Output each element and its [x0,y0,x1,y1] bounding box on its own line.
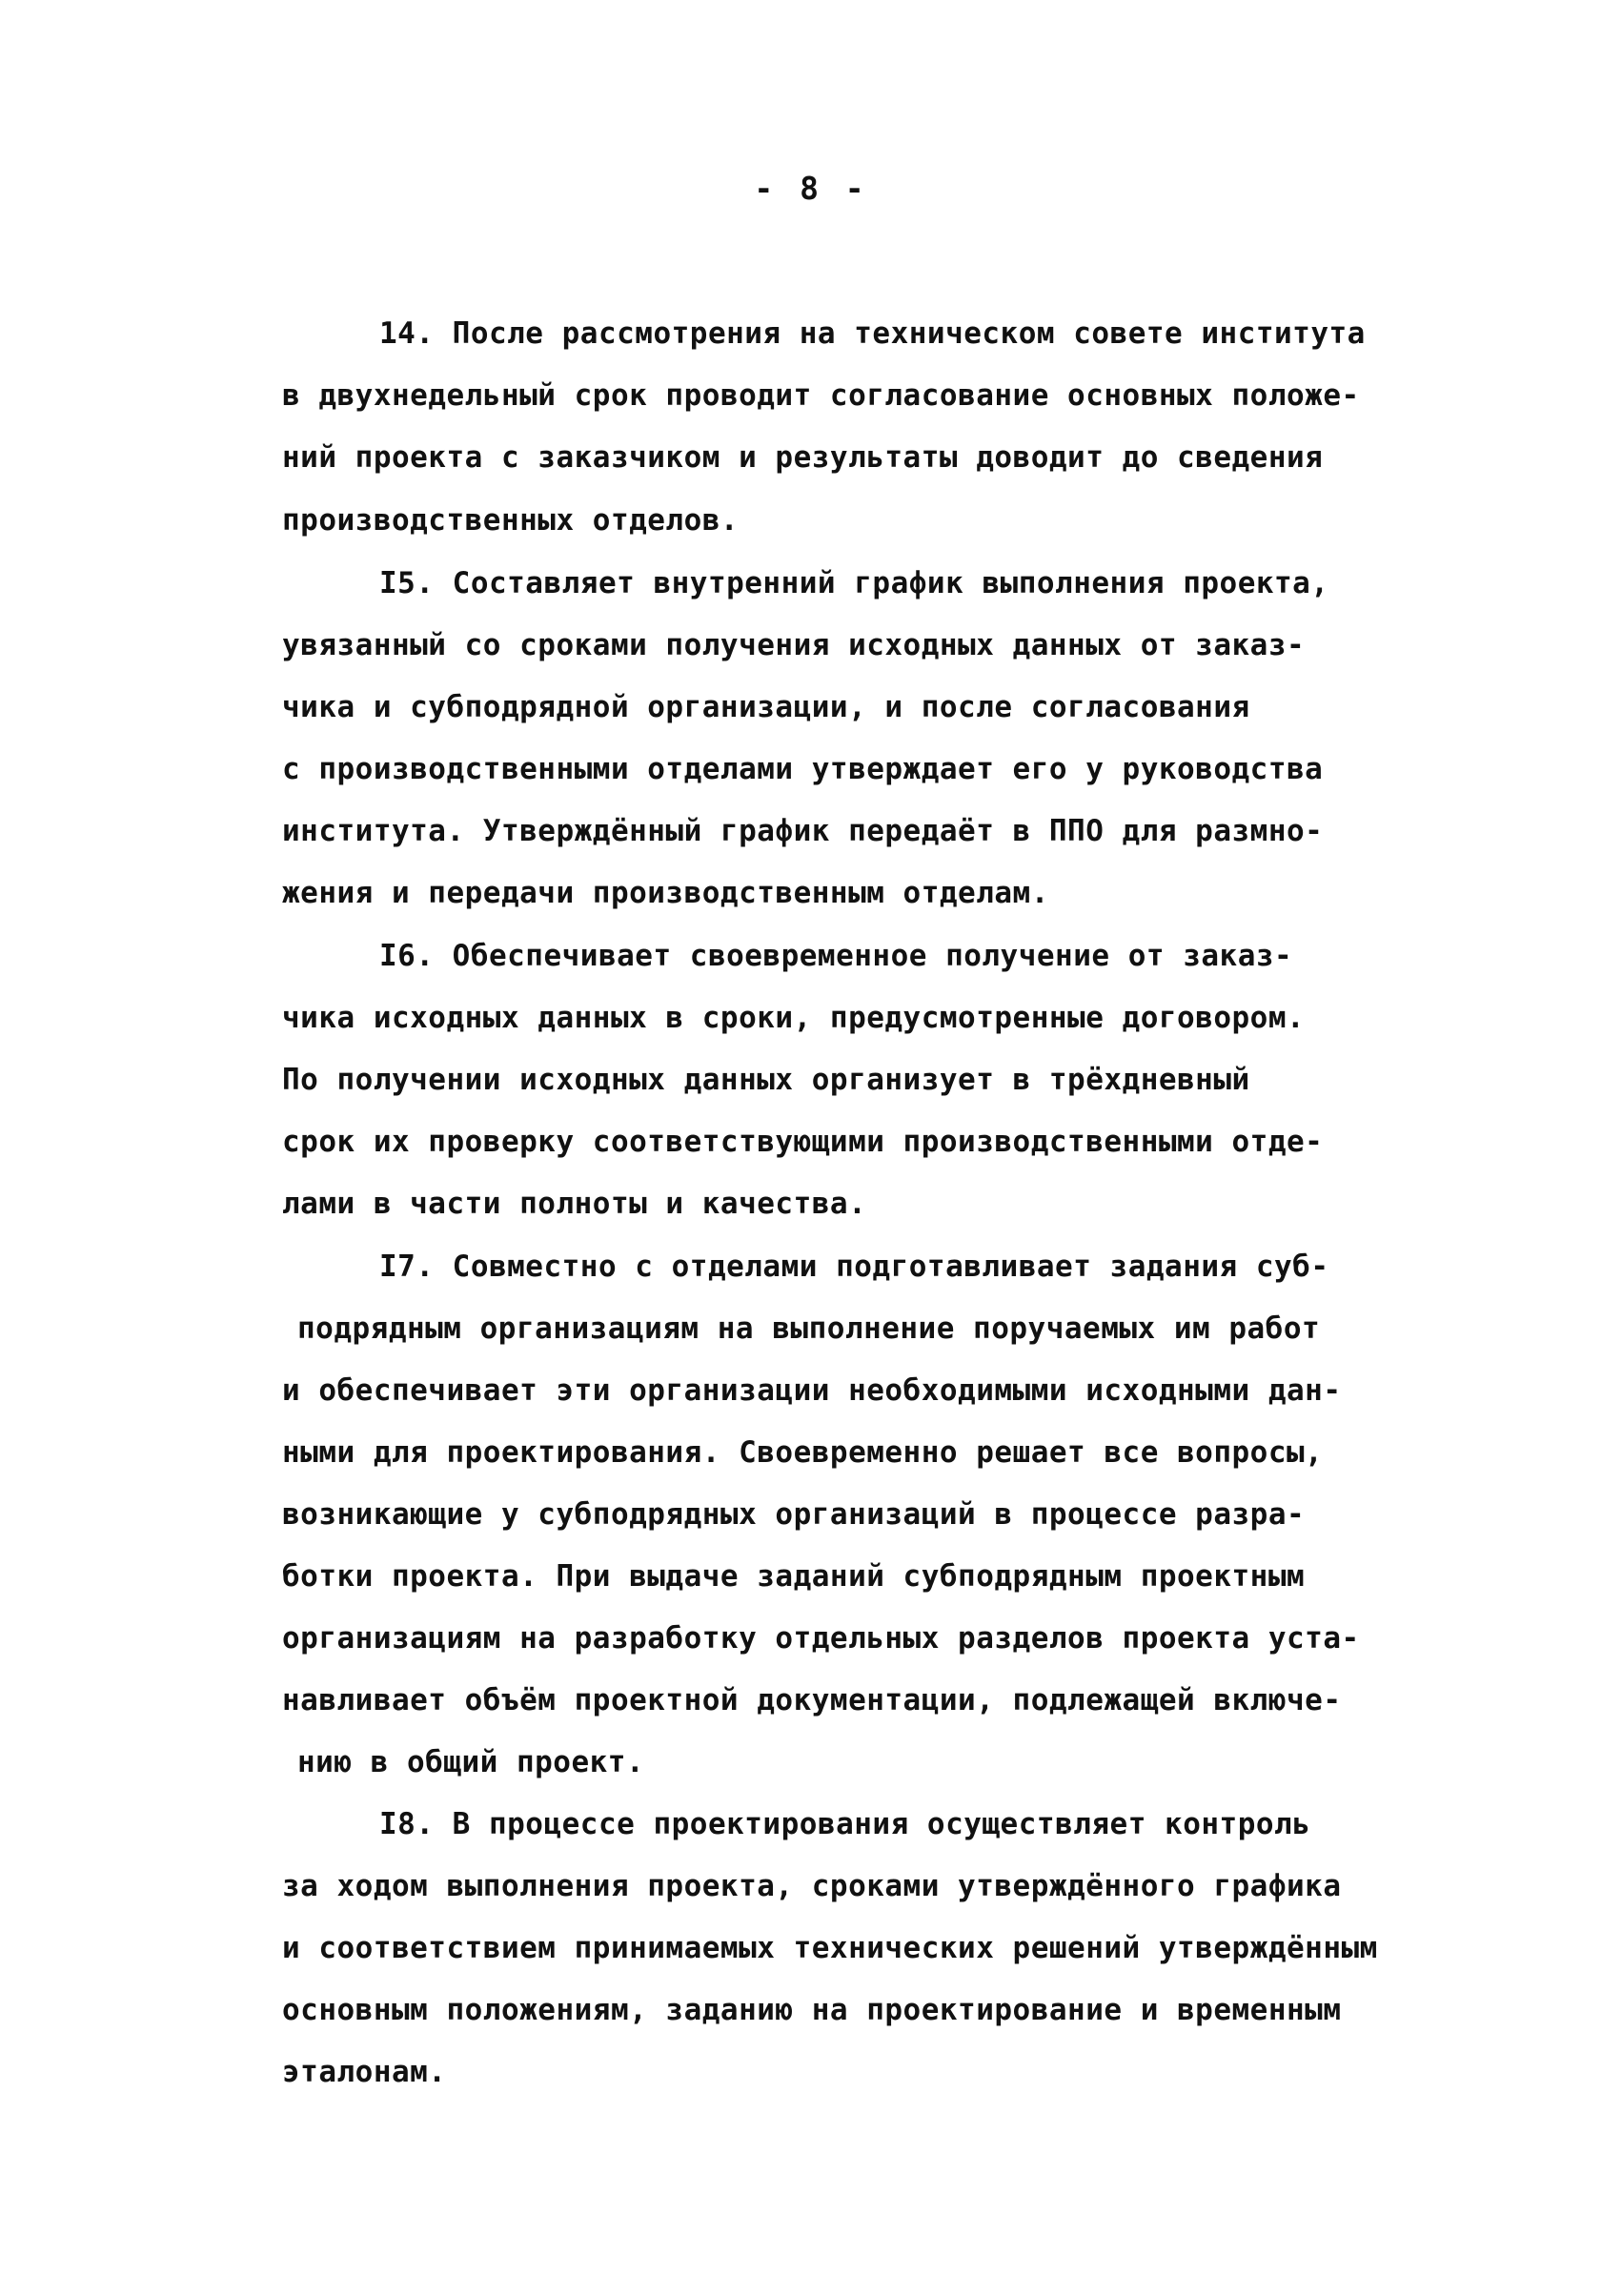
paragraph-14-line-2: в двухнедельный срок проводит согласование основных положе- [282,378,1360,413]
paragraph-17-line-9: нию в общий проект. [297,1745,645,1779]
paragraph-17-line-1: I7. Совместно с отделами подготавливает задания суб- [379,1250,1329,1284]
paragraph-15-line-2: увязанный со сроками получения исходных данных от заказ- [282,628,1306,662]
paragraph-17-line-5: возникающие у субподрядных организаций в процессе разра- [282,1497,1306,1532]
paragraph-15-line-3: чика и субподрядной организации, и после согласования [282,690,1250,724]
paragraph-16-line-4: срок их проверку соответствующими производственными отде- [282,1125,1324,1159]
paragraph-15-line-5: института. Утверждённый график передаёт в ППО для размно- [282,814,1324,848]
paragraph-18-line-3: и соответствием принимаемых технических решений утверждённым [282,1931,1378,1965]
paragraph-16-line-5: лами в части полноты и качества. [282,1187,867,1221]
paragraph-16-line-2: чика исходных данных в сроки, предусмотренные договором. [282,1001,1306,1035]
paragraph-17-line-3: и обеспечивает эти организации необходимыми исходными дан- [282,1373,1342,1408]
paragraph-18-line-1: I8. В процессе проектирования осуществляет контроль [379,1807,1311,1841]
paragraph-18-line-2: за ходом выполнения проекта, сроками утверждённого графика [282,1869,1342,1903]
paragraph-15-line-6: жения и передачи производственным отделам. [282,876,1049,910]
paragraph-17-line-8: навливает объём проектной документации, подлежащей включе- [282,1683,1342,1717]
paragraph-14-line-3: ний проекта с заказчиком и результаты доводит до сведения [282,440,1324,475]
paragraph-14-line-1: 14. После рассмотрения на техническом совете института [379,316,1366,351]
paragraph-15-line-1: I5. Составляет внутренний график выполнения проекта, [379,566,1329,600]
paragraph-14-line-4: производственных отделов. [282,503,740,538]
paragraph-18-line-5: эталонам. [282,2055,447,2089]
paragraph-17-line-6: ботки проекта. При выдаче заданий субподрядным проектным [282,1559,1306,1594]
paragraph-16-line-1: I6. Обеспечивает своевременное получение от заказ- [379,939,1293,973]
page-number: - 8 - [754,170,868,207]
paragraph-15-line-4: с производственными отделами утверждает его у руководства [282,752,1324,786]
paragraph-17-line-7: организациям на разработку отдельных разделов проекта уста- [282,1621,1360,1656]
paragraph-17-line-2: подрядным организациям на выполнение поручаемых им работ [297,1311,1321,1346]
paragraph-18-line-4: основным положениям, заданию на проектирование и временным [282,1993,1342,2027]
paragraph-17-line-4: ными для проектирования. Своевременно решает все вопросы, [282,1435,1324,1470]
paragraph-16-line-3: По получении исходных данных организует в трёхдневный [282,1063,1250,1097]
